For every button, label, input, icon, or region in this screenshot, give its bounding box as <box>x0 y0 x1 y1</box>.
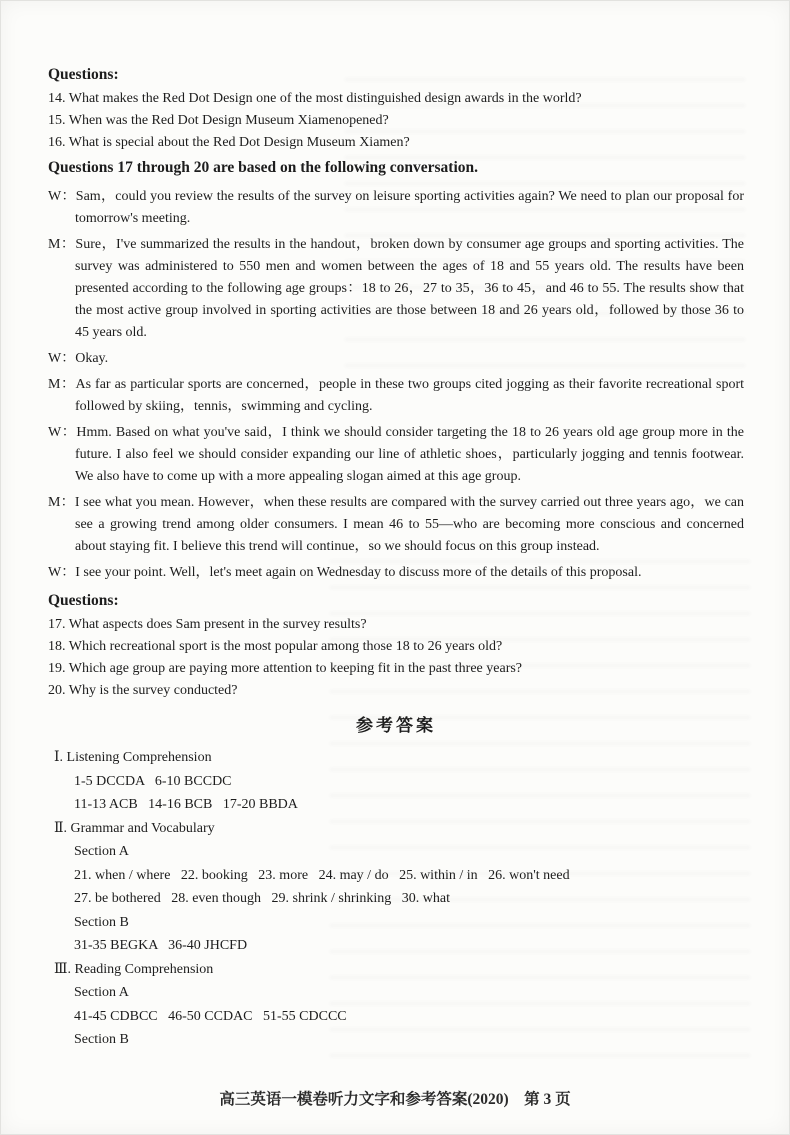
page-footer: 高三英语一模卷听力文字和参考答案(2020) 第 3 页 <box>219 1091 571 1108</box>
utterance: Hmm. Based on what you've said，I think we should consider targeting the 18 to 26 years old age group more in the future. I also feel we should consider expanding our line of athletic shoes，particularly jogging and tennis footwear. We also have to come up with a more appealing slogan aimed at this age group. <box>75 425 744 484</box>
question-item-17: 17. What aspects does Sam present in the survey results? <box>48 617 367 632</box>
answer-line: 27. be bothered 28. even though 29. shrink / shrinking 30. what <box>74 891 451 906</box>
utterance: Okay. <box>75 351 109 366</box>
dialogue-turn <box>48 234 744 344</box>
dialogue-turn <box>48 348 744 370</box>
conversation-transcript <box>48 186 744 584</box>
dialogue-turn <box>48 374 744 418</box>
answer-subsection-b: Section B <box>74 914 129 930</box>
answer-line: 41-45 CDBCC 46-50 CCDAC 51-55 CDCCC <box>74 1008 347 1024</box>
dialogue-turn <box>48 186 744 230</box>
conversation-heading: Questions 17 through 20 are based on the following conversation. <box>48 159 479 176</box>
speaker-label: M： <box>48 377 76 392</box>
answer-line: 1-5 DCCDA 6-10 BCCDC <box>74 773 232 789</box>
questions-heading-1: Questions: <box>48 66 119 83</box>
answer-subsection-a: Section A <box>74 985 129 1000</box>
speaker-label: W： <box>48 189 76 204</box>
page-content <box>48 66 744 1052</box>
question-item-16: 16. What is special about the Red Dot Design Museum Xiamen? <box>48 135 410 150</box>
answer-subsection-a: Section A <box>74 844 129 859</box>
questions-heading-2: Questions: <box>48 592 119 609</box>
question-item-19: 19. Which age group are paying more attention to keeping fit in the past three years? <box>48 661 523 676</box>
answer-section-grammar: Ⅱ. Grammar and Vocabulary <box>54 820 215 836</box>
dialogue-turn <box>48 492 744 558</box>
question-item-18: 18. Which recreational sport is the most popular among those 18 to 26 years old? <box>48 639 503 654</box>
question-item-20: 20. Why is the survey conducted? <box>48 683 238 698</box>
speaker-label: M： <box>48 495 75 510</box>
questions-list-1 <box>48 90 744 151</box>
answer-key <box>48 746 744 1052</box>
answer-line: 11-13 ACB 14-16 BCB 17-20 BBDA <box>74 797 298 812</box>
dialogue-turn <box>48 562 744 584</box>
speaker-label: W： <box>48 565 76 580</box>
answer-section-reading: Ⅲ. Reading Comprehension <box>54 961 214 977</box>
utterance: I see what you mean. However，when these results are compared with the survey carried out three years ago，we can see a growing trend among older consumers. I mean 46 to 55—who are becoming more conscious and concerned about staying fit. I believe this trend will continue，so we should focus on this group instead. <box>74 495 744 554</box>
answer-subsection-b: Section B <box>74 1032 129 1047</box>
questions-list-2 <box>48 616 744 699</box>
dialogue-turn <box>48 422 744 488</box>
answer-key-title: 参考答案 <box>356 716 436 735</box>
speaker-label: M： <box>48 237 76 252</box>
utterance: Sure，I've summarized the results in the handout，broken down by consumer age groups and sporting activities. The survey was administered to 550 men and women between the ages of 18 and 55 years old. The results have been presented according to the following age groups：18 to 26，27 to 35，36 to 45，and 46 to 55. The results show that the most active group involved in sporting activities are those between 18 and 26 years old，followed by those 36 to 45 years old. <box>75 237 744 340</box>
speaker-label: W： <box>48 351 76 366</box>
speaker-label: W： <box>48 425 77 440</box>
utterance: As far as particular sports are concerned，people in these two groups cited jogging as their favorite recreational sport followed by skiing，tennis，swimming and cycling. <box>75 377 744 414</box>
answer-line: 31-35 BEGKA 36-40 JHCFD <box>74 938 248 953</box>
answer-section-listening: Ⅰ. Listening Comprehension <box>54 750 212 765</box>
question-item-14: 14. What makes the Red Dot Design one of the most distinguished design awards in the world? <box>48 91 582 106</box>
utterance: Sam，could you review the results of the survey on leisure sporting activities again? We need to plan our proposal for tomorrow's meeting. <box>75 189 744 226</box>
question-item-15: 15. When was the Red Dot Design Museum Xiamenopened? <box>48 113 389 128</box>
utterance: I see your point. Well，let's meet again on Wednesday to discuss more of the details of this proposal. <box>75 565 642 580</box>
answer-line: 21. when / where 22. booking 23. more 24. may / do 25. within / in 26. won't need <box>74 867 570 883</box>
